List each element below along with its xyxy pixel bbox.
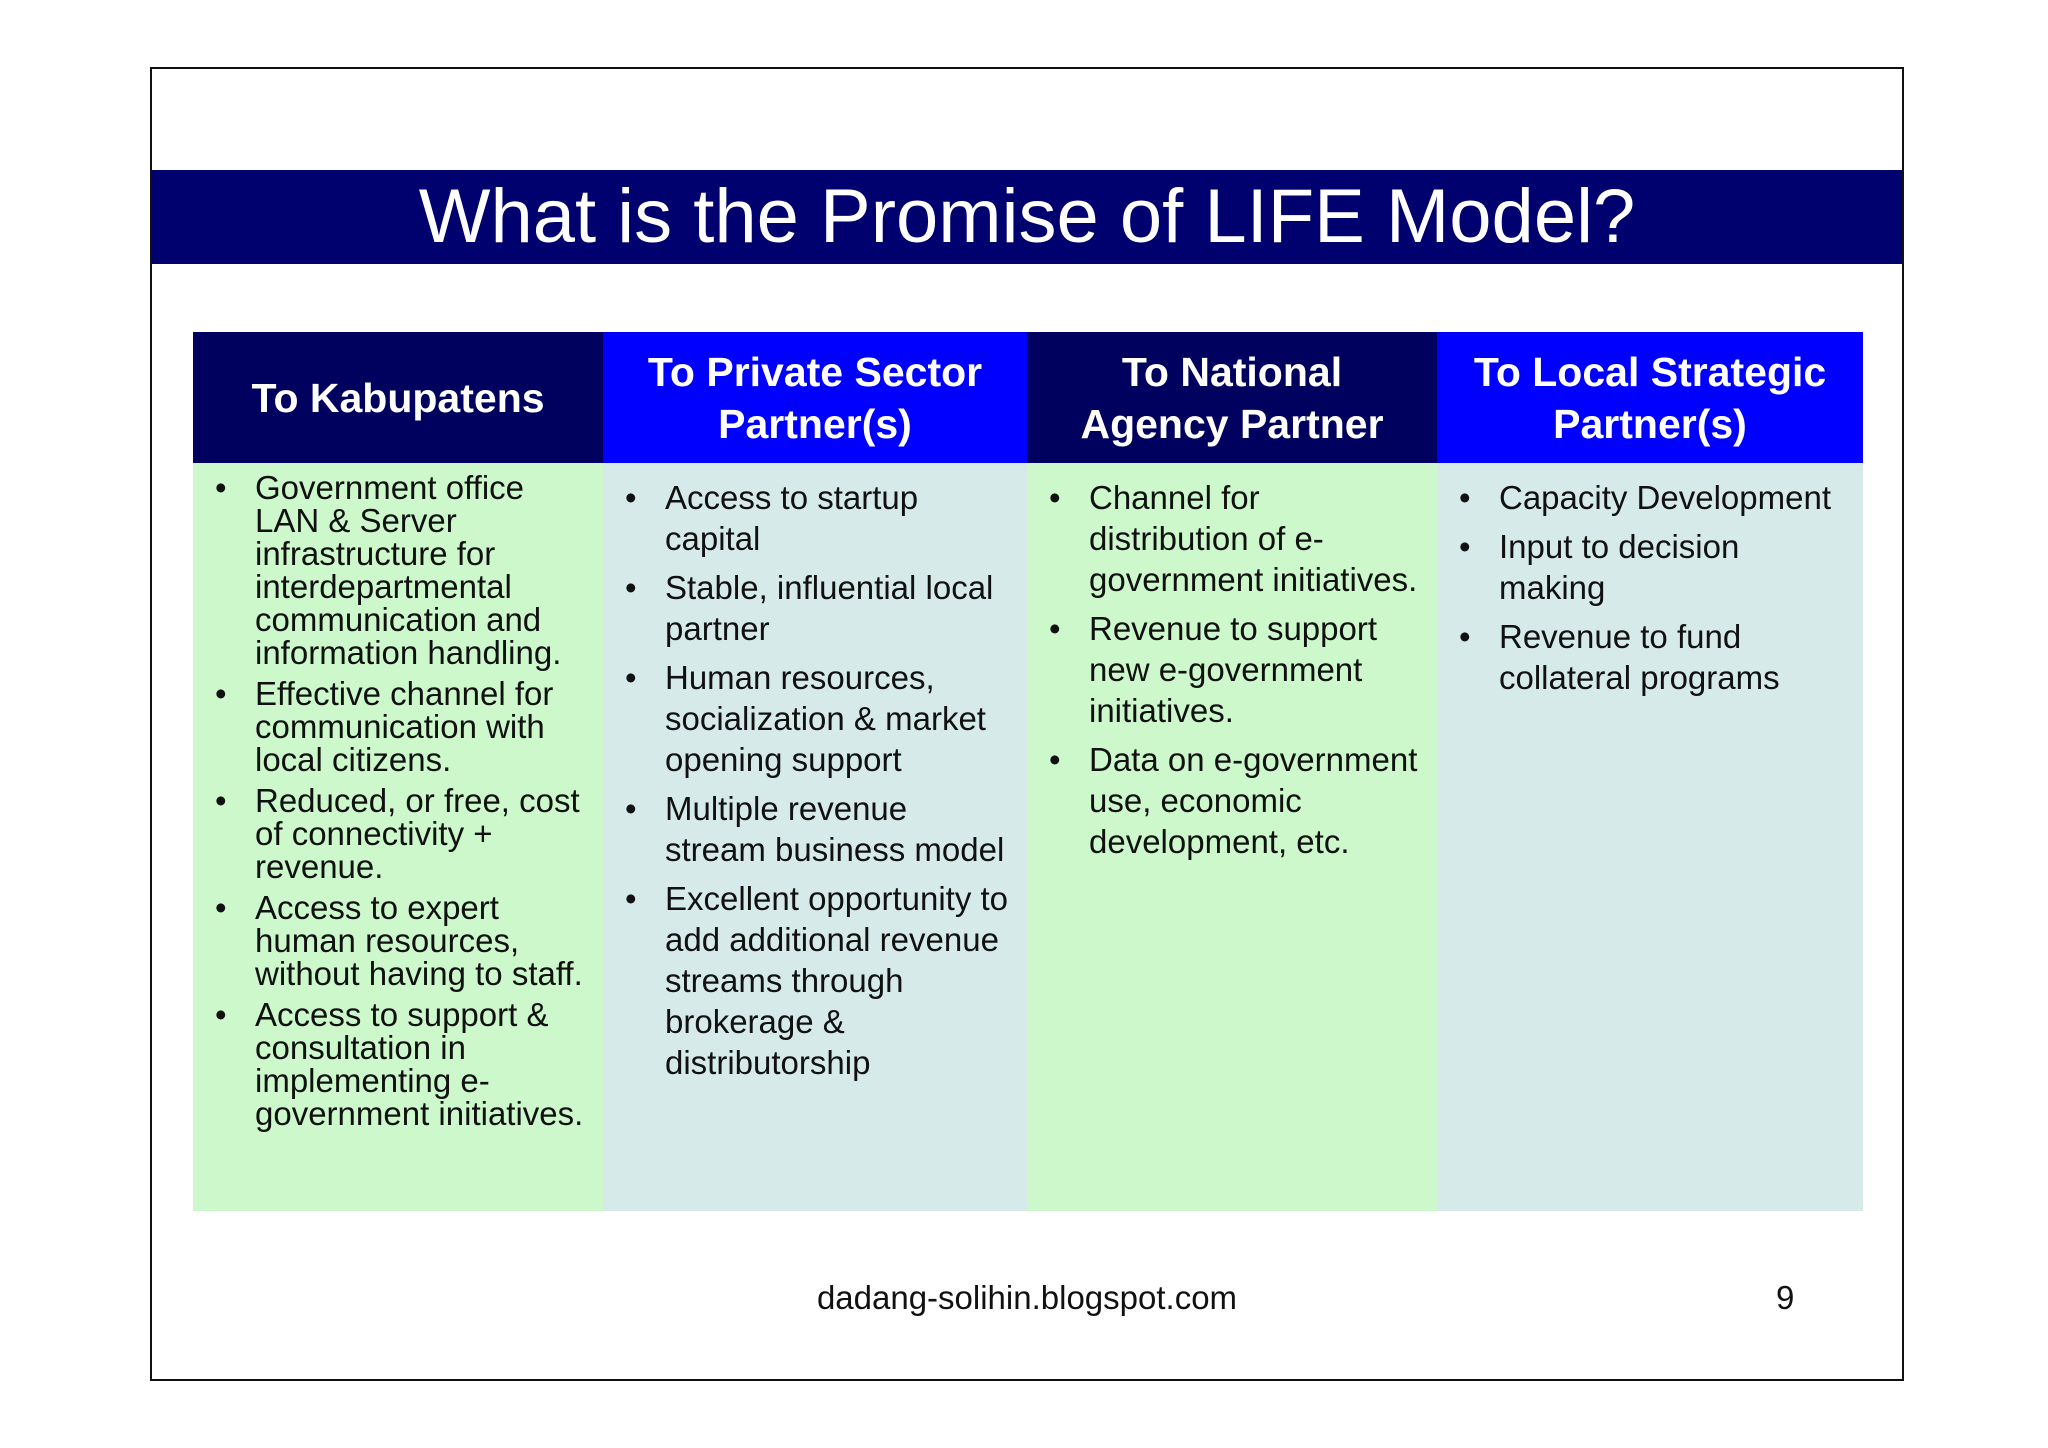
- header-local-strategic: [1437, 332, 1863, 463]
- bullet-icon: •: [215, 469, 227, 506]
- cell-kabupatens: [193, 463, 603, 1211]
- list-item-text: Multiple revenue stream business model: [665, 790, 1005, 868]
- list-item-text: Access to startup capital: [665, 479, 919, 557]
- list-item: [207, 784, 589, 883]
- bullet-icon: •: [625, 790, 637, 827]
- list-item-text: Capacity Development: [1499, 479, 1831, 516]
- list-item-text: Data on e-government use, economic development, etc.: [1089, 741, 1418, 860]
- bullet-icon: •: [1459, 618, 1471, 655]
- list-item: [1451, 526, 1849, 608]
- slide-title: What is the Promise of LIFE Model?: [418, 174, 1636, 259]
- list-item-text: Human resources, socialization & market opening support: [665, 659, 986, 778]
- list-kabupatens: [207, 471, 589, 1130]
- list-item-text: Reduced, or free, cost of connectivity + revenue.: [255, 782, 580, 885]
- footer-url: dadang-solihin.blogspot.com: [816, 1279, 1238, 1316]
- list-item-text: Excellent opportunity to add additional revenue streams through brokerage & distributorship: [665, 880, 1009, 1081]
- list-private-sector: [617, 477, 1013, 1083]
- list-item: [1451, 477, 1849, 518]
- title-bar: [152, 170, 1902, 264]
- list-item: [1451, 616, 1849, 698]
- cell-national-agency: [1027, 463, 1437, 1211]
- list-item: [1041, 477, 1423, 600]
- list-item: [617, 657, 1013, 780]
- list-national-agency: [1041, 477, 1423, 862]
- list-item-text: Stable, influential local partner: [665, 569, 994, 647]
- list-item-text: Revenue to fund collateral programs: [1499, 618, 1780, 696]
- header-kabupatens: To Kabupatens: [193, 332, 603, 463]
- header-national-agency: [1027, 332, 1437, 463]
- list-item-text: Government office LAN & Server infrastructure for interdepartmental communication and information handling.: [255, 469, 562, 671]
- list-item: [207, 891, 589, 990]
- list-local-strategic: [1451, 477, 1849, 698]
- list-item-text: Effective channel for communication with local citizens.: [255, 675, 554, 778]
- header-private-sector-label: To Private Sector Partner(s): [647, 348, 983, 447]
- list-item: [617, 567, 1013, 649]
- header-private-sector: [603, 332, 1027, 463]
- bullet-icon: •: [625, 479, 637, 516]
- list-item-text: Access to expert human resources, without having to staff.: [255, 889, 583, 992]
- list-item: [1041, 608, 1423, 731]
- list-item-text: Channel for distribution of e-government initiatives.: [1089, 479, 1418, 598]
- bullet-icon: •: [215, 782, 227, 819]
- cell-local-strategic: [1437, 463, 1863, 1211]
- header-national-agency-label: To National Agency Partner: [1080, 348, 1384, 447]
- bullet-icon: •: [1049, 741, 1061, 778]
- header-local-strategic-label: To Local Strategic Partner(s): [1473, 348, 1827, 447]
- list-item: [617, 477, 1013, 559]
- list-item-text: Input to decision making: [1499, 528, 1740, 606]
- list-item: [617, 878, 1013, 1083]
- cell-private-sector: [603, 463, 1027, 1211]
- bullet-icon: •: [1049, 610, 1061, 647]
- list-item: [1041, 739, 1423, 862]
- list-item: [207, 998, 589, 1130]
- list-item: [207, 677, 589, 776]
- bullet-icon: •: [215, 996, 227, 1033]
- slide: [150, 67, 1904, 1381]
- list-item-text: Revenue to support new e-government initiatives.: [1089, 610, 1378, 729]
- bullet-icon: •: [1459, 528, 1471, 565]
- list-item: [207, 471, 589, 669]
- bullet-icon: •: [215, 889, 227, 926]
- bullet-icon: •: [1049, 479, 1061, 516]
- bullet-icon: •: [625, 659, 637, 696]
- promise-table: [193, 332, 1863, 1211]
- bullet-icon: •: [215, 675, 227, 712]
- page-number: 9: [1776, 1279, 1795, 1316]
- bullet-icon: •: [625, 880, 637, 917]
- list-item-text: Access to support & consultation in implementing e-government initiatives.: [255, 996, 584, 1132]
- bullet-icon: •: [625, 569, 637, 606]
- list-item: [617, 788, 1013, 870]
- bullet-icon: •: [1459, 479, 1471, 516]
